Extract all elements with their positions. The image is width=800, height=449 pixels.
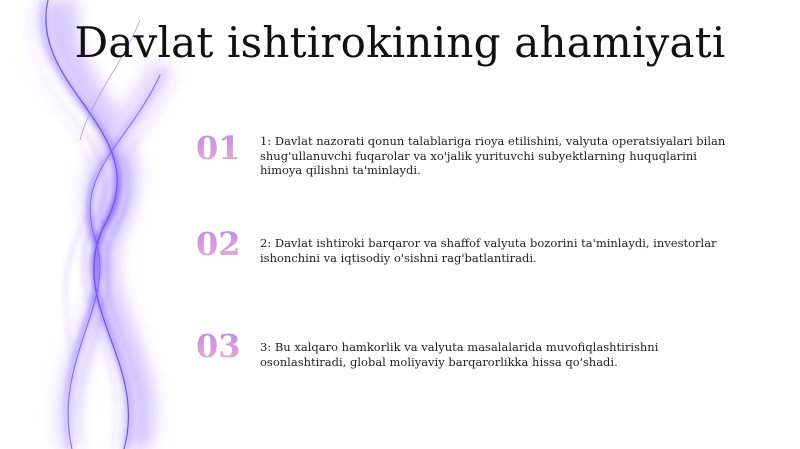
item-text: 3: Bu xalqaro hamkorlik va valyuta masalalarida muvofiqlashtirishni osonlashtiradi, global moliyaviy barqarorlikka hissa qo'shadi. [260, 340, 659, 369]
item-number: 03 [196, 330, 252, 362]
item-text: 1: Davlat nazorati qonun talablariga rioya etilishini, valyuta operatsiyalari bilan shug'ullanuvchi fuqarolar va xo'jalik yurituvchi subyektlarning huquqlarini himoya qilishni ta'minlaydi. [260, 134, 726, 177]
purple-smoke-decoration [0, 0, 210, 449]
item-number: 02 [196, 228, 252, 260]
item-text: 2: Davlat ishtiroki barqaror va shaffof valyuta bozorini ta'minlaydi, investorlar ishonchini va iqtisodiy o'sishni rag'batlantiradi. [260, 236, 717, 265]
slide-title: Davlat ishtirokining ahamiyati [74, 18, 726, 67]
item-number: 01 [196, 132, 252, 164]
